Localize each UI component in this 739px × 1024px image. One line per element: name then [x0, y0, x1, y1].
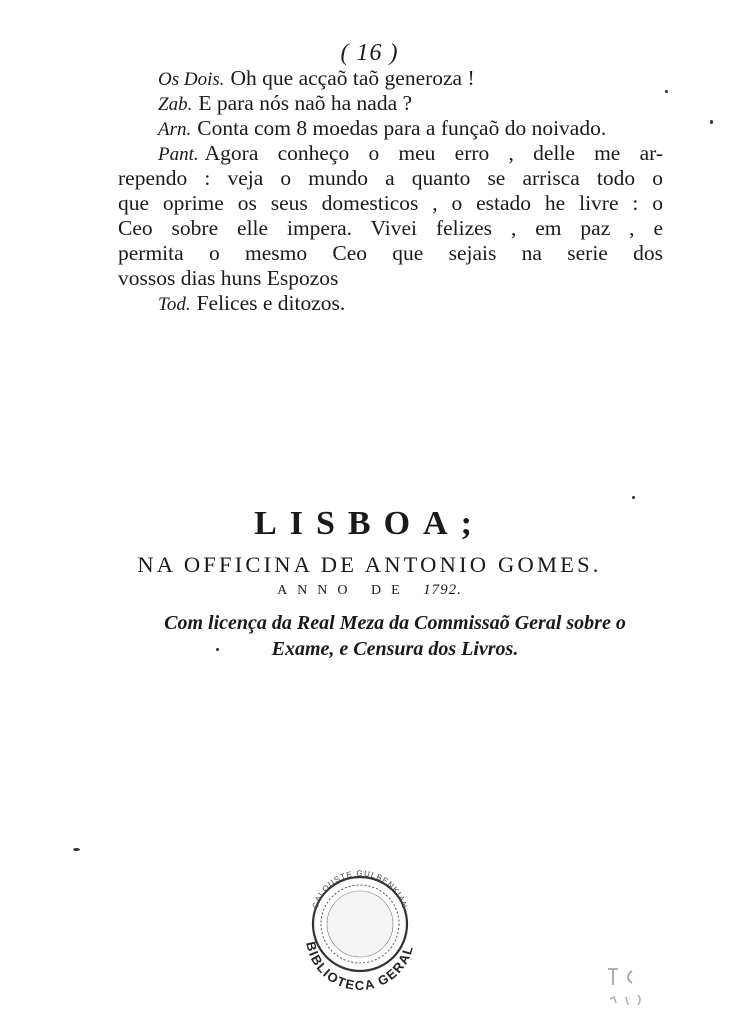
speaker-name: Pant. — [158, 144, 199, 165]
continuation-line: vossos dias huns Espozos — [118, 266, 339, 290]
dialogue-line — [118, 141, 663, 166]
imprint-city: LISBOA; — [254, 505, 485, 542]
speech-text: E para nós naõ ha nada ? — [198, 91, 413, 115]
svg-text:BIBLIOTECA GERAL: BIBLIOTECA GERAL — [303, 940, 417, 993]
speech-text: Agora conheço o meu erro , delle me ar- — [204, 141, 663, 165]
speaker-name: Arn. — [158, 119, 192, 140]
ink-speck — [216, 648, 219, 651]
ink-speck — [665, 90, 668, 93]
speech-text: Conta com 8 moedas para a funçaõ do noivado. — [197, 116, 607, 140]
speech-text: Oh que acçaõ taõ generoza ! — [230, 66, 475, 90]
speaker-name: Os Dois. — [158, 69, 225, 90]
library-stamp — [292, 858, 427, 993]
play-text — [118, 66, 663, 316]
continuation-line: que oprime os seus domesticos , o estado he livre : o — [118, 191, 663, 215]
svg-text:CALOUSTE GULBENKIAN: CALOUSTE GULBENKIAN — [310, 868, 410, 910]
dialogue-line — [118, 116, 663, 141]
imprint-year — [0, 582, 739, 599]
dialogue-line — [118, 291, 663, 316]
speaker-name: Tod. — [158, 294, 191, 315]
anno-label: ANNO DE — [277, 583, 410, 598]
imprint-officina: NA OFFICINA DE ANTONIO GOMES. — [137, 552, 602, 577]
ink-speck — [73, 848, 80, 851]
continuation-line: Ceo sobre elle impera. Vivei felizes , em paz , e — [118, 216, 663, 240]
continuation-line: permita o mesmo Ceo que sejais na serie dos — [118, 241, 663, 265]
pencil-marks-icon — [602, 963, 652, 1013]
dialogue-line — [118, 91, 663, 116]
imprint-licence — [115, 610, 675, 662]
continuation-line: rependo : veja o mundo a quanto se arrisca todo o — [118, 166, 663, 190]
speaker-name: Zab. — [158, 94, 193, 115]
dialogue-line — [118, 66, 663, 91]
anno-year: 1792. — [423, 582, 462, 598]
page-number: ( 16 ) — [340, 40, 399, 66]
licence-line-2: Exame, e Censura dos Livros. — [271, 638, 519, 660]
ink-speck — [632, 496, 635, 499]
licence-line-1: Com licença da Real Meza da Commissaõ Geral sobre o — [164, 612, 626, 634]
ink-speck — [710, 120, 713, 124]
speech-text: Felices e ditozos. — [196, 291, 346, 315]
